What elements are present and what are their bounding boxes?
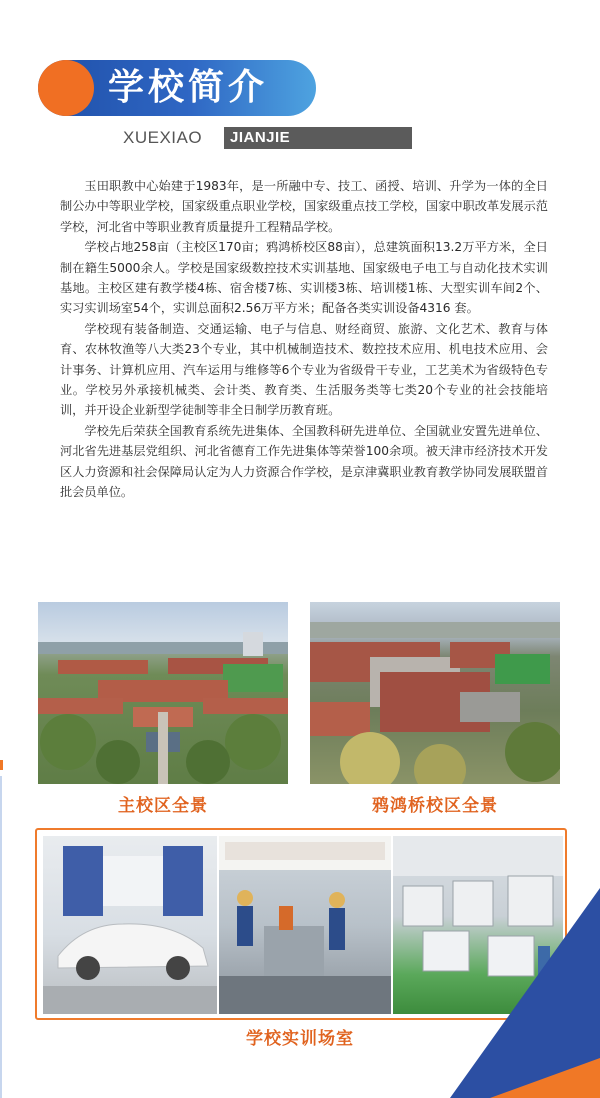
- subtitle-pinyin-xuexiao: XUEXIAO: [123, 128, 203, 147]
- branch-campus-photo: [310, 602, 560, 784]
- car-training-photo: [43, 836, 217, 1014]
- robot-training-photo: [219, 836, 391, 1014]
- corner-decoration-orange: [490, 1058, 600, 1098]
- training-caption: 学校实训场室: [246, 1029, 354, 1049]
- branch-campus-illustration: [310, 602, 560, 784]
- main-campus-caption: 主校区全景: [118, 796, 208, 816]
- main-campus-illustration: [38, 602, 288, 784]
- robot-training-illustration: [219, 836, 391, 1014]
- intro-paragraph: 玉田职教中心始建于1983年，是一所融中专、技工、函授、培训、升学为一体的全日制公办中等职业学校，国家级重点职业学校，国家级重点技工学校，国家中职改革发展示范学校，河北省中等职业教育质量提升工程精品学校。: [60, 179, 548, 234]
- page-title: 学校简介: [108, 67, 269, 108]
- main-campus-photo: [38, 602, 288, 784]
- intro-paragraph: 学校先后荣获全国教育系统先进集体、全国教科研先进单位、全国就业安置先进单位、河北省先进基层党组织、河北省德育工作先进集体等荣誉100余项。被天津市经济技术开发区人力资源和社会保障局认定为人力资源合作学校，是京津冀职业教育教学协同发展联盟首批会员单位。: [60, 423, 548, 500]
- car-training-illustration: [43, 836, 217, 1014]
- subtitle-pinyin-jianjie: JIANJIE: [224, 127, 412, 149]
- side-accent-line: [0, 776, 2, 1098]
- intro-paragraph: 学校现有装备制造、交通运输、电子与信息、财经商贸、旅游、文化艺术、教育与体育、农林牧渔等八大类23个专业，其中机械制造技术、数控技术应用、机电技术应用、会计事务、计算机应用、汽车运用与维修等6个专业为省级骨干专业，工艺美术为省级特色专业。学校另外承接机械类、会计类、教育类、生活服务类等七类20个专业的社会技能培训，并开设企业新型学徒制等非全日制学历教育班。: [60, 321, 548, 418]
- side-accent-mark: [0, 760, 3, 770]
- intro-text: [60, 176, 548, 503]
- title-accent-dot: [38, 60, 94, 116]
- intro-paragraph: 学校占地258亩（主校区170亩；鸦鸿桥校区88亩），总建筑面积13.2万平方米，全日制在籍生5000余人。学校是国家级数控技术实训基地、国家级电子电工与自动化技术实训基地。主校区建有教学楼4栋、宿舍楼7栋、实训楼3栋、培训楼1栋、大型实训车间2个、实习实训场室54个，实训总面积2.56万平方米；配备各类实训设备4316 套。: [60, 240, 548, 316]
- branch-campus-caption: 鸦鸿桥校区全景: [372, 796, 498, 816]
